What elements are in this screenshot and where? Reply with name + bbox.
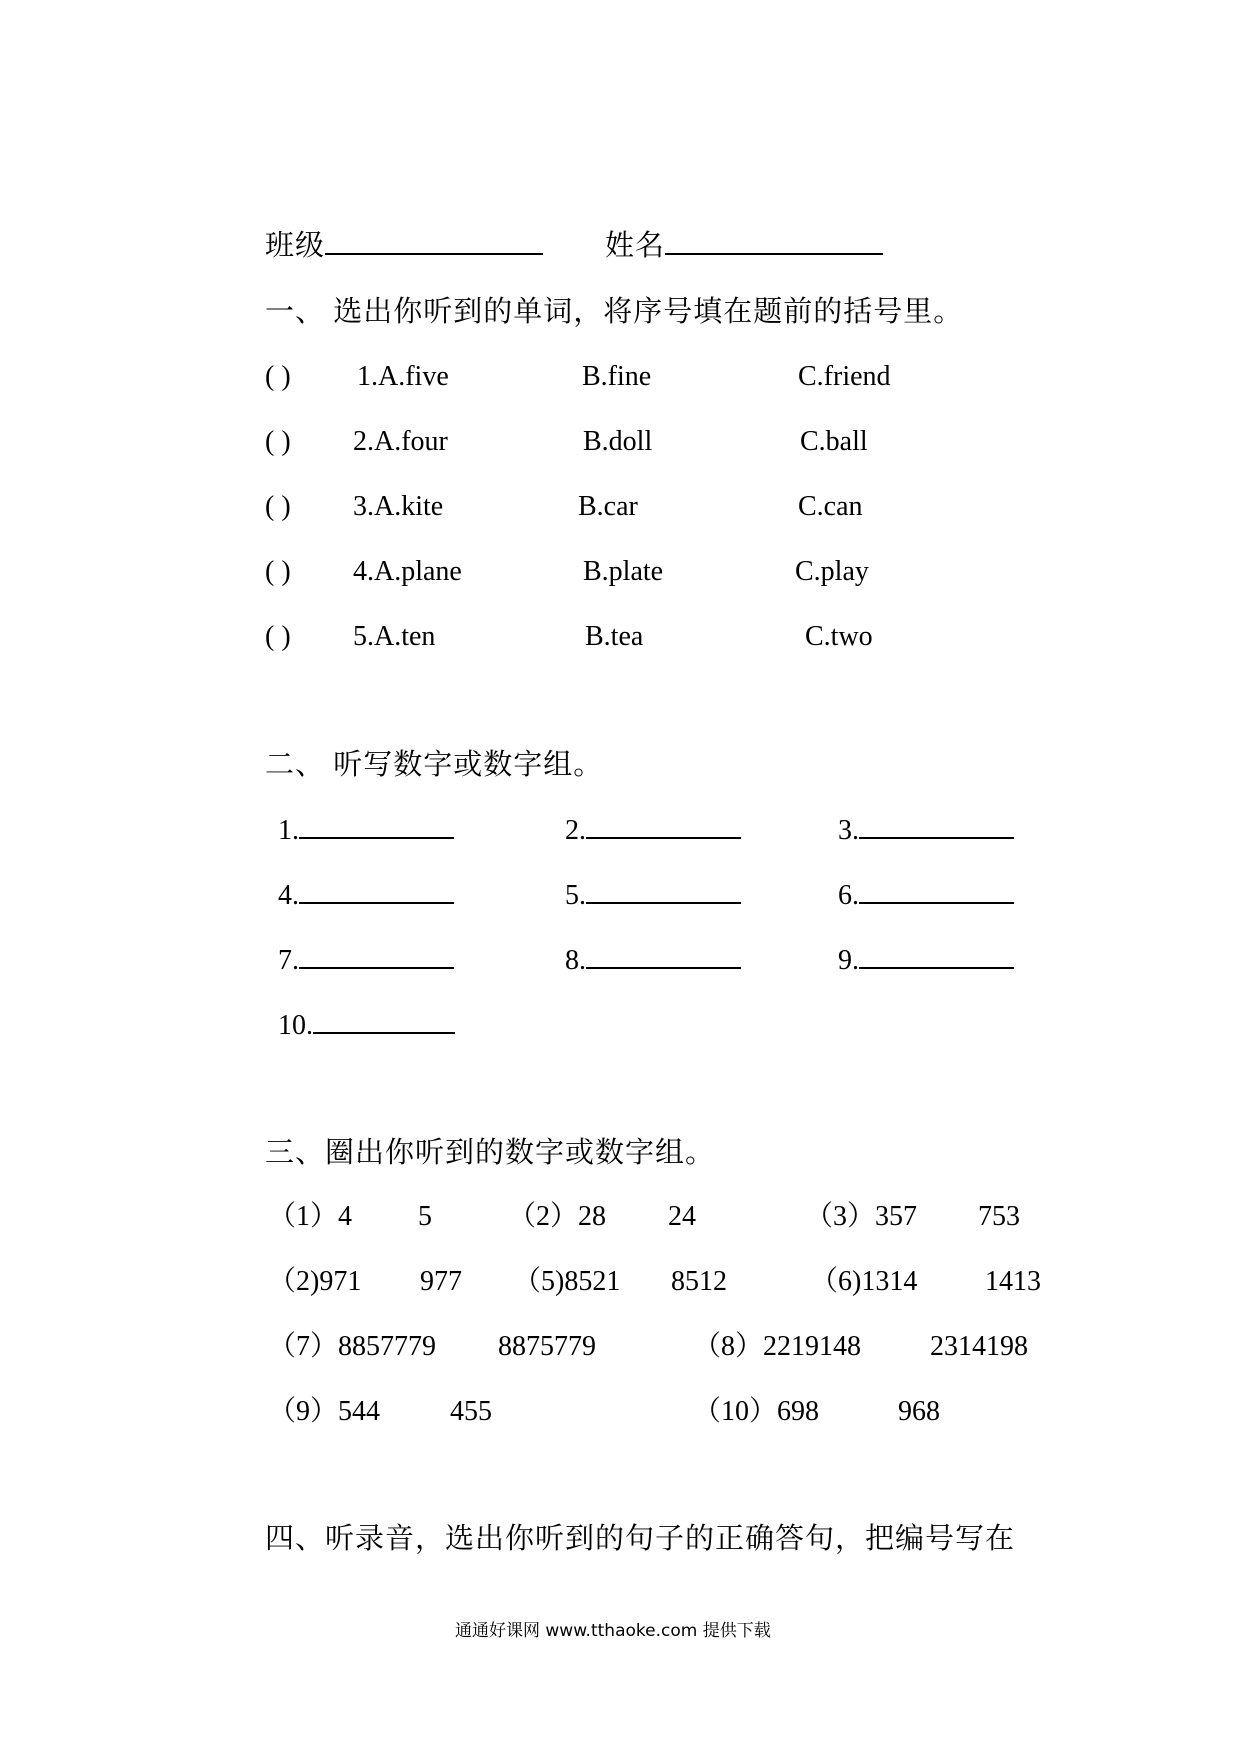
item-number: 6.	[838, 880, 859, 911]
number-option[interactable]: 1413	[985, 1266, 1041, 1297]
option-c: C.play	[795, 556, 869, 587]
answer-paren[interactable]: ( )	[265, 556, 291, 587]
number-option[interactable]: （8）2219148	[693, 1331, 862, 1362]
dictation-item-8	[565, 944, 741, 978]
number-option[interactable]: 5	[418, 1201, 432, 1232]
number-option[interactable]: 24	[668, 1201, 696, 1232]
answer-blank[interactable]	[859, 945, 1014, 969]
dictation-item-6	[838, 879, 1014, 913]
number-option[interactable]: （9）544	[268, 1396, 381, 1427]
dictation-item-3	[838, 814, 1014, 848]
section-4-title: 四、听录音，选出你听到的句子的正确答句，把编号写在	[265, 1523, 1016, 1555]
number-option[interactable]: 455	[450, 1396, 492, 1427]
option-b: B.car	[578, 491, 638, 522]
option-a: 3.A.kite	[353, 491, 444, 522]
number-option[interactable]: （2）28	[508, 1201, 607, 1232]
option-c: C.can	[798, 491, 863, 522]
dictation-item-4	[278, 879, 454, 913]
option-c: C.two	[805, 621, 873, 652]
number-option[interactable]: （6)1314	[810, 1266, 918, 1297]
number-option[interactable]: （10）698	[693, 1396, 820, 1427]
item-number: 9.	[838, 945, 859, 976]
number-option[interactable]: 968	[898, 1396, 940, 1427]
answer-blank[interactable]	[586, 945, 741, 969]
option-b: B.plate	[583, 556, 664, 587]
name-label-row	[605, 228, 883, 264]
name-blank[interactable]	[665, 231, 883, 255]
number-option[interactable]: 8512	[671, 1266, 727, 1297]
dictation-item-2	[565, 814, 741, 848]
answer-blank[interactable]	[299, 880, 454, 904]
answer-blank[interactable]	[859, 815, 1014, 839]
class-blank[interactable]	[325, 231, 543, 255]
class-label-row	[265, 228, 543, 264]
option-c: C.ball	[800, 426, 868, 457]
page-footer: 通通好课网 www.tthaoke.com 提供下载	[455, 1621, 771, 1641]
answer-paren[interactable]: ( )	[265, 491, 291, 522]
item-number: 5.	[565, 880, 586, 911]
answer-blank[interactable]	[313, 1010, 455, 1034]
answer-paren[interactable]: ( )	[265, 621, 291, 652]
name-label: 姓名	[605, 230, 666, 262]
answer-paren[interactable]: ( )	[265, 426, 291, 457]
dictation-item-10	[278, 1009, 455, 1043]
section-1-title: 一、 选出你听到的单词，将序号填在题前的括号里。	[265, 296, 964, 328]
answer-blank[interactable]	[299, 815, 454, 839]
answer-blank[interactable]	[586, 880, 741, 904]
item-number: 8.	[565, 945, 586, 976]
item-number: 4.	[278, 880, 299, 911]
answer-blank[interactable]	[859, 880, 1014, 904]
option-a: 1.A.five	[357, 361, 449, 392]
option-a: 4.A.plane	[353, 556, 462, 587]
item-number: 10.	[278, 1010, 313, 1041]
number-option[interactable]: 753	[978, 1201, 1020, 1232]
number-option[interactable]: 8875779	[498, 1331, 596, 1362]
option-a: 2.A.four	[353, 426, 448, 457]
number-option[interactable]: （3）357	[805, 1201, 918, 1232]
option-c: C.friend	[798, 361, 891, 392]
option-b: B.tea	[585, 621, 644, 652]
item-number: 7.	[278, 945, 299, 976]
number-option[interactable]: （2)971	[268, 1266, 362, 1297]
option-b: B.doll	[583, 426, 653, 457]
answer-paren[interactable]: ( )	[265, 361, 291, 392]
number-option[interactable]: （1）4	[268, 1201, 353, 1232]
dictation-item-9	[838, 944, 1014, 978]
number-option[interactable]: （5)8521	[513, 1266, 621, 1297]
dictation-item-7	[278, 944, 454, 978]
option-a: 5.A.ten	[353, 621, 436, 652]
answer-blank[interactable]	[299, 945, 454, 969]
item-number: 1.	[278, 815, 299, 846]
answer-blank[interactable]	[586, 815, 741, 839]
item-number: 3.	[838, 815, 859, 846]
number-option[interactable]: 977	[420, 1266, 462, 1297]
dictation-item-1	[278, 814, 454, 848]
item-number: 2.	[565, 815, 586, 846]
section-2-title: 二、 听写数字或数字组。	[265, 749, 604, 781]
number-option[interactable]: 2314198	[930, 1331, 1028, 1362]
class-label: 班级	[265, 230, 326, 262]
option-b: B.fine	[582, 361, 652, 392]
dictation-item-5	[565, 879, 741, 913]
section-3-title: 三、圈出你听到的数字或数字组。	[265, 1137, 716, 1169]
number-option[interactable]: （7）8857779	[268, 1331, 437, 1362]
